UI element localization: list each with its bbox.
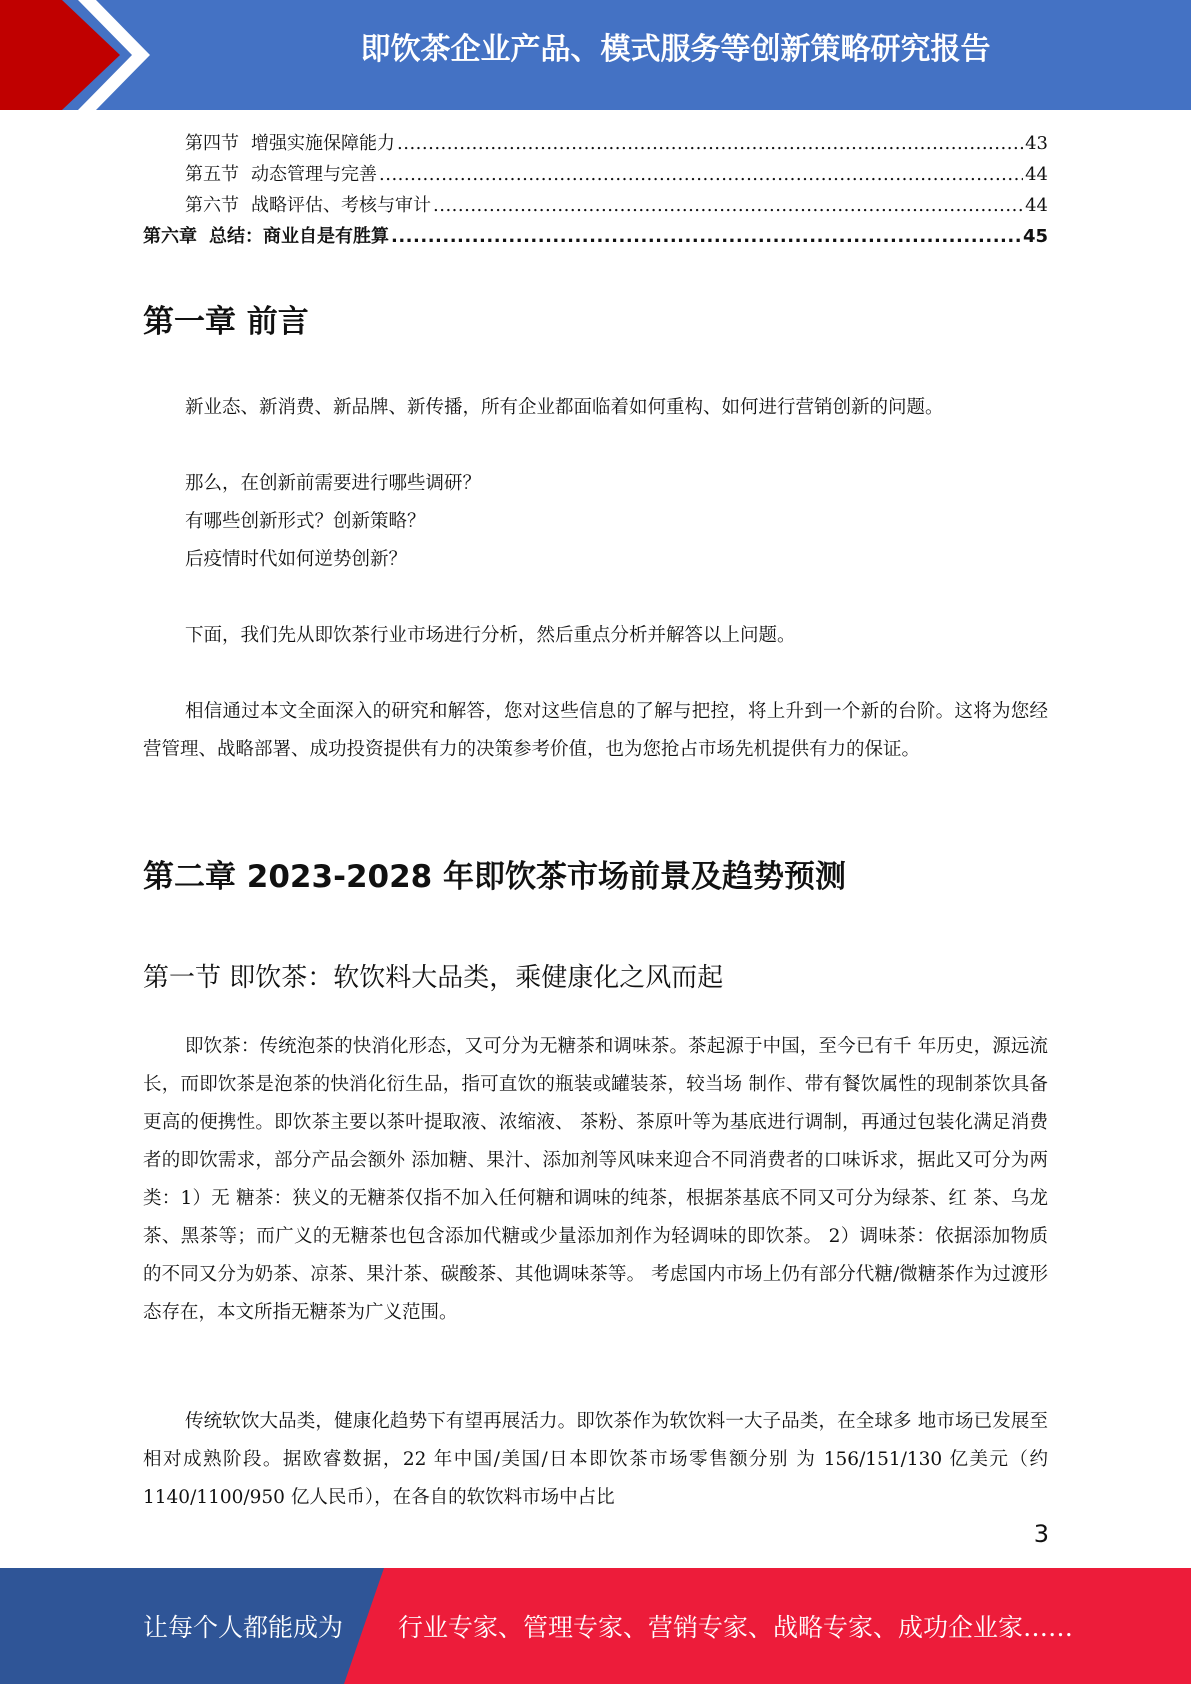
toc-page-number: 44 (1025, 195, 1048, 216)
toc-section-number: 第四节 (185, 133, 239, 154)
preface-paragraph-3: 相信通过本文全面深入的研究和解答，您对这些信息的了解与把控，将上升到一个新的台阶。这将为您经营管理、战略部署、成功投资提供有力的决策参考价值，也为您抢占市场先机提供有力的保证。 (143, 701, 1048, 760)
section-1-paragraph-2: 传统软饮大品类，健康化趋势下有望再展活力。即饮茶作为软饮料一大子品类，在全球多 地市场已发展至相对成熟阶段。据欧睿数据，22 年中国/美国/日本即饮茶市场零售额分别 为 156/151/130 亿美元（约 1140/1100/950 亿人民币），在各自的软饮料市场中占比 (143, 1411, 1048, 1508)
toc-leader-dots (397, 128, 1023, 159)
page-header (0, 0, 1191, 110)
table-of-contents (143, 128, 1048, 252)
toc-page-number: 45 (1022, 226, 1048, 247)
footer-slogan-left: 让每个人都能成为 (143, 1613, 344, 1642)
toc-entry[interactable] (143, 128, 1048, 159)
toc-leader-dots (379, 159, 1023, 190)
preface-question-3: 后疫情时代如何逆势创新？ (185, 549, 408, 570)
toc-section-number: 第六节 (185, 195, 239, 216)
toc-entry-title: 动态管理与完善 (251, 164, 377, 185)
footer-slogan-right: 行业专家、管理专家、营销专家、战略专家、成功企业家…… (398, 1613, 1074, 1642)
toc-entry-title: 总结：商业自是有胜算 (209, 226, 389, 247)
page-number: 3 (1033, 1520, 1049, 1548)
preface-question-1: 那么，在创新前需要进行哪些调研？ (185, 473, 482, 494)
preface-paragraph-1: 新业态、新消费、新品牌、新传播，所有企业都面临着如何重构、如何进行营销创新的问题。 (185, 397, 944, 418)
toc-leader-dots (391, 221, 1021, 252)
toc-entry[interactable] (143, 190, 1048, 221)
page-footer (0, 1568, 1191, 1684)
chapter-2-heading: 第二章 2023-2028 年即饮茶市场前景及趋势预测 (143, 859, 847, 895)
toc-leader-dots (433, 190, 1023, 221)
toc-page-number: 44 (1025, 164, 1048, 185)
chapter-1-heading: 第一章 前言 (143, 304, 309, 340)
toc-entry-title: 增强实施保障能力 (251, 133, 395, 154)
preface-paragraph-2: 下面，我们先从即饮茶行业市场进行分析，然后重点分析并解答以上问题。 (185, 625, 796, 646)
section-1-paragraph-1: 即饮茶：传统泡茶的快消化形态，又可分为无糖茶和调味茶。茶起源于中国，至今已有千 年历史，源远流长，而即饮茶是泡茶的快消化衍生品，指可直饮的瓶装或罐装茶，较当场 制作、带有餐饮属性的现制茶饮具备更高的便携性。即饮茶主要以茶叶提取液、浓缩液、 茶粉、茶原叶等为基底进行调制，再通过包装化满足消费者的即饮需求，部分产品会额外 添加糖、果汁、添加剂等风味来迎合不同消费者的口味诉求，据此又可分为两类：1）无 糖茶：狭义的无糖茶仅指不加入任何糖和调味的纯茶，根据茶基底不同又可分为绿茶、红 茶、乌龙茶、黑茶等；而广义的无糖茶也包含添加代糖或少量添加剂作为轻调味的即饮茶。 2）调味茶：依据添加物质的不同又分为奶茶、凉茶、果汁茶、碳酸茶、其他调味茶等。 考虑国内市场上仍有部分代糖/微糖茶作为过渡形态存在，本文所指无糖茶为广义范围。 (143, 1036, 1048, 1323)
preface-question-2: 有哪些创新形式？创新策略？ (185, 511, 426, 532)
header-title: 即饮茶企业产品、模式服务等创新策略研究报告 (360, 32, 991, 67)
toc-chapter-entry[interactable] (143, 221, 1048, 252)
toc-section-number: 第五节 (185, 164, 239, 185)
toc-entry-title: 战略评估、考核与审计 (251, 195, 431, 216)
toc-page-number: 43 (1025, 133, 1048, 154)
section-1-heading: 第一节 即饮茶：软饮料大品类，乘健康化之风而起 (143, 963, 724, 993)
toc-entry[interactable] (143, 159, 1048, 190)
toc-chapter-number: 第六章 (143, 226, 197, 247)
